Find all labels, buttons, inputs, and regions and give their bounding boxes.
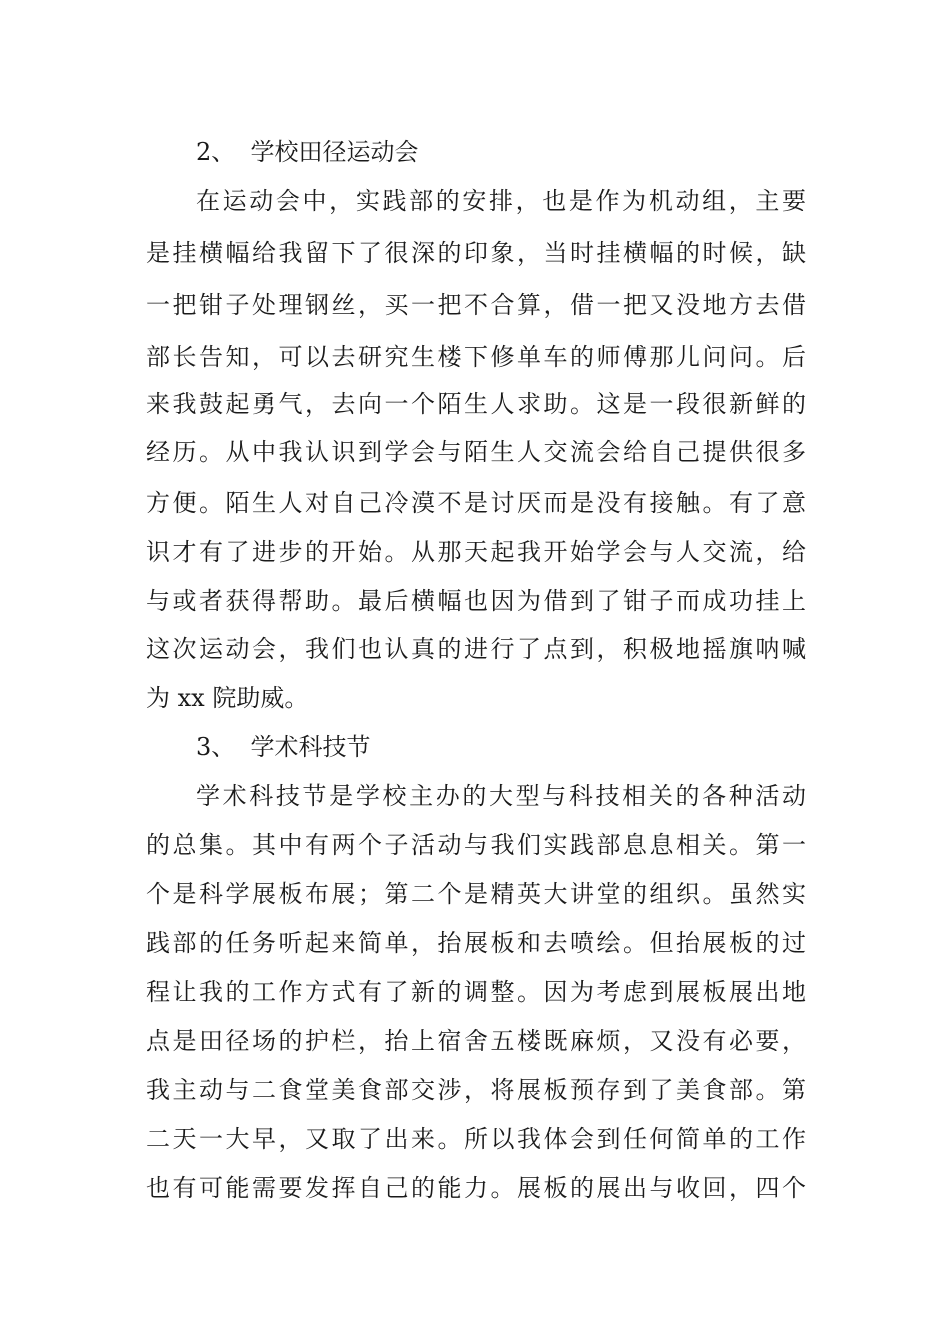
section-2-heading: 2、 学校田径运动会 [196,138,419,166]
section-2-paragraph-line: 这次运动会，我们也认真的进行了点到，积极地摇旗呐喊 [146,635,806,663]
section-2-paragraph-line: 方便。陌生人对自己冷漠不是讨厌而是没有接触。有了意 [146,489,806,517]
section-2-paragraph-line: 是挂横幅给我留下了很深的印象，当时挂横幅的时候，缺 [146,239,806,267]
section-2-paragraph-line: 与或者获得帮助。最后横幅也因为借到了钳子而成功挂上 [146,587,806,615]
section-2-paragraph-line: 部长告知，可以去研究生楼下修单车的师傅那儿问问。后 [146,343,806,371]
section-3-paragraph-line: 点是田径场的护栏，抬上宿舍五楼既麻烦，又没有必要， [146,1027,806,1055]
section-3-paragraph-line: 二天一大早，又取了出来。所以我体会到任何简单的工作 [146,1125,806,1153]
section-3-heading: 3、 学术科技节 [196,733,371,761]
section-3-paragraph-line: 学术科技节是学校主办的大型与科技相关的各种活动 [196,782,806,810]
section-2-paragraph-line: 经历。从中我认识到学会与陌生人交流会给自己提供很多 [146,438,806,466]
section-2-paragraph-line: 识才有了进步的开始。从那天起我开始学会与人交流，给 [146,538,806,566]
section-3-paragraph-line: 我主动与二食堂美食部交涉，将展板预存到了美食部。第 [146,1076,806,1104]
section-2-paragraph-line: 在运动会中，实践部的安排，也是作为机动组，主要 [196,187,806,215]
section-3-paragraph-line: 践部的任务听起来简单，抬展板和去喷绘。但抬展板的过 [146,929,806,957]
section-3-paragraph-line: 程让我的工作方式有了新的调整。因为考虑到展板展出地 [146,978,806,1006]
section-2-paragraph-line: 为 xx 院助威。 [146,684,309,712]
section-2-paragraph-line: 来我鼓起勇气，去向一个陌生人求助。这是一段很新鲜的 [146,390,806,418]
section-3-paragraph-line: 个是科学展板布展；第二个是精英大讲堂的组织。虽然实 [146,880,806,908]
section-3-paragraph-line: 的总集。其中有两个子活动与我们实践部息息相关。第一 [146,831,806,859]
section-3-paragraph-line: 也有可能需要发挥自己的能力。展板的展出与收回，四个 [146,1174,806,1202]
section-2-paragraph-line: 一把钳子处理钢丝，买一把不合算，借一把又没地方去借 [146,291,806,319]
